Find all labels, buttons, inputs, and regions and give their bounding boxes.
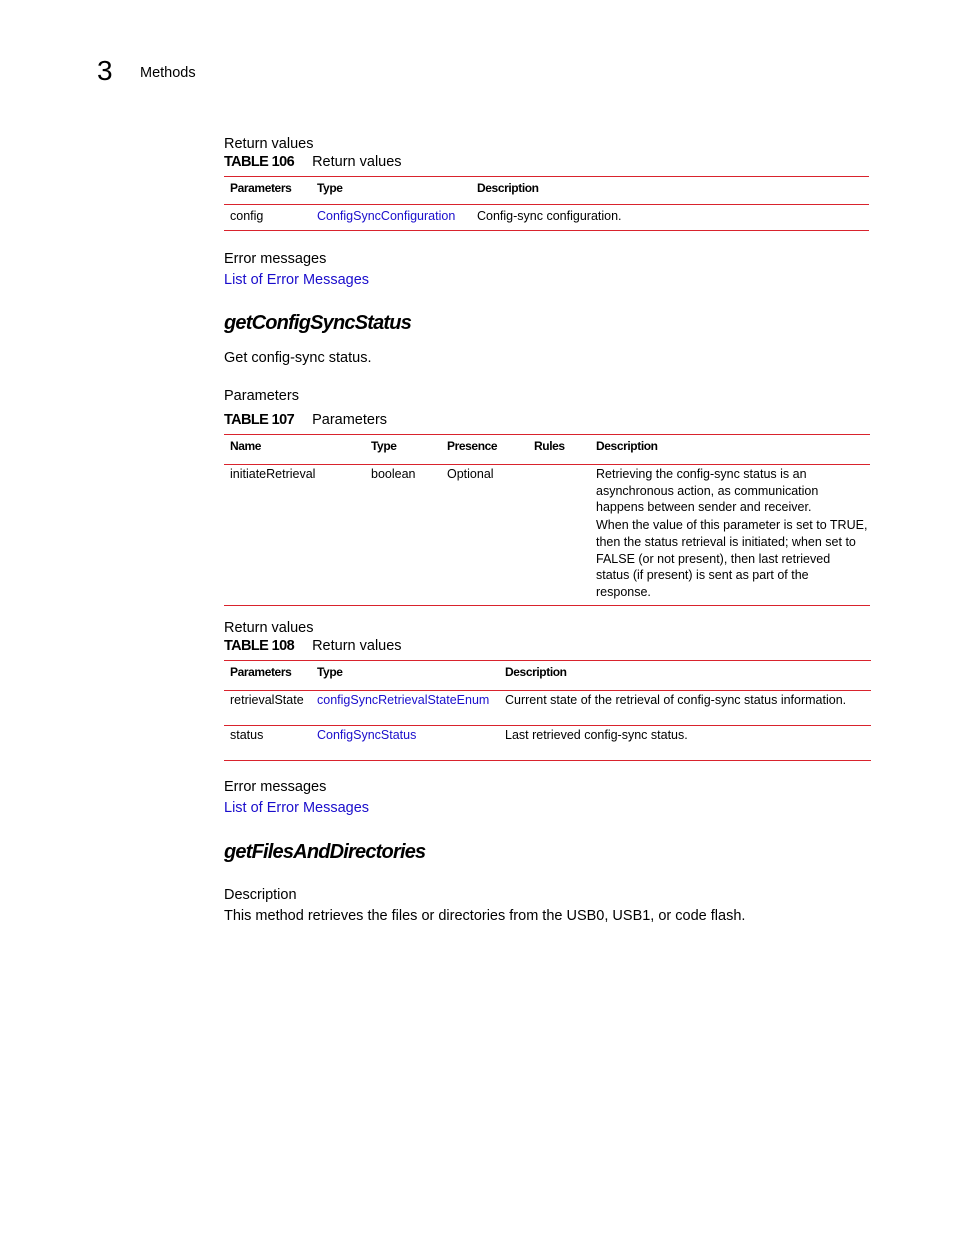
table-108-param-cell: retrievalState: [230, 693, 304, 707]
return-values-heading: Return values: [224, 136, 314, 152]
return-values-heading-2: Return values: [224, 620, 314, 636]
chapter-number: 3: [97, 55, 113, 86]
table-106-label: TABLE 106: [224, 154, 295, 170]
table-108-param-cell: status: [230, 728, 264, 742]
table-107-type-cell: boolean: [371, 467, 416, 481]
table-107-label: TABLE 107: [224, 412, 295, 428]
table-107-header-description: Description: [596, 439, 658, 453]
desc-line: then the status retrieval is initiated; when set to: [596, 534, 856, 549]
chapter-name: Methods: [140, 65, 196, 81]
table-108-title: Return values: [312, 638, 402, 654]
table-106-bottom-rule: [224, 230, 869, 231]
desc-line: asynchronous action, as communication: [596, 483, 819, 498]
table-106-caption: [224, 154, 402, 170]
table-108-header-parameters: Parameters: [230, 665, 292, 679]
table-107-header-rule: [224, 464, 870, 465]
table-106-top-rule: [224, 176, 869, 177]
table-108-caption: [224, 638, 402, 654]
description-text: This method retrieves the files or directories from the USB0, USB1, or code flash.: [224, 908, 746, 924]
table-107-name-cell: initiateRetrieval: [230, 467, 316, 481]
desc-line: FALSE (or not present), then last retrieved: [596, 551, 831, 566]
table-108-bottom-rule: [224, 760, 871, 761]
table-107-header-type: Type: [371, 439, 397, 453]
table-106-header-type: Type: [317, 181, 343, 195]
table-108-header-type: Type: [317, 665, 343, 679]
desc-line: status (if present) is sent as part of the: [596, 568, 809, 583]
table-108-top-rule: [224, 660, 871, 661]
table-108-label: TABLE 108: [224, 638, 295, 654]
description-heading: Description: [224, 887, 297, 903]
desc-line: When the value of this parameter is set to TRUE,: [596, 518, 868, 533]
table-108-desc-cell: Last retrieved config-sync status.: [505, 728, 688, 742]
table-108-header-description: Description: [505, 665, 567, 679]
table-106-desc-cell: Config-sync configuration.: [477, 209, 622, 223]
table-107-top-rule: [224, 434, 870, 435]
config-sync-configuration-link[interactable]: ConfigSyncConfiguration: [317, 209, 456, 223]
table-106-title: Return values: [312, 154, 402, 170]
table-107-caption: [224, 412, 387, 428]
table-108-desc-cell: Current state of the retrieval of config-sync status information.: [505, 693, 847, 707]
config-sync-status-link[interactable]: ConfigSyncStatus: [317, 728, 417, 742]
config-sync-retrieval-state-enum-link[interactable]: configSyncRetrievalStateEnum: [317, 693, 490, 707]
error-messages-heading: Error messages: [224, 251, 327, 267]
table-107-header-name: Name: [230, 439, 262, 453]
table-106-header-rule: [224, 204, 869, 205]
table-108-header-rule: [224, 690, 871, 691]
section-title-get-files-and-directories: getFilesAndDirectories: [224, 841, 426, 863]
table-106-header-description: Description: [477, 181, 539, 195]
table-107-presence-cell: Optional: [447, 467, 494, 481]
section-summary: Get config-sync status.: [224, 350, 372, 366]
table-108-row-rule: [224, 725, 871, 726]
table-107-title: Parameters: [312, 412, 388, 428]
table-107-header-rules: Rules: [534, 439, 565, 453]
list-of-error-messages-link[interactable]: List of Error Messages: [224, 272, 370, 288]
section-title-get-config-sync-status: getConfigSyncStatus: [224, 312, 412, 334]
desc-line: Retrieving the config-sync status is an: [596, 467, 807, 481]
table-106-header-parameters: Parameters: [230, 181, 292, 195]
table-106-param-cell: config: [230, 209, 264, 223]
error-messages-heading-2: Error messages: [224, 779, 327, 795]
desc-line: happens between sender and receiver.: [596, 500, 812, 515]
table-107-header-presence: Presence: [447, 439, 498, 453]
table-107-desc-cell: [596, 466, 870, 601]
parameters-heading: Parameters: [224, 388, 299, 404]
desc-line: response.: [596, 584, 651, 599]
list-of-error-messages-link-2[interactable]: List of Error Messages: [224, 800, 370, 816]
table-107-bottom-rule: [224, 605, 870, 606]
